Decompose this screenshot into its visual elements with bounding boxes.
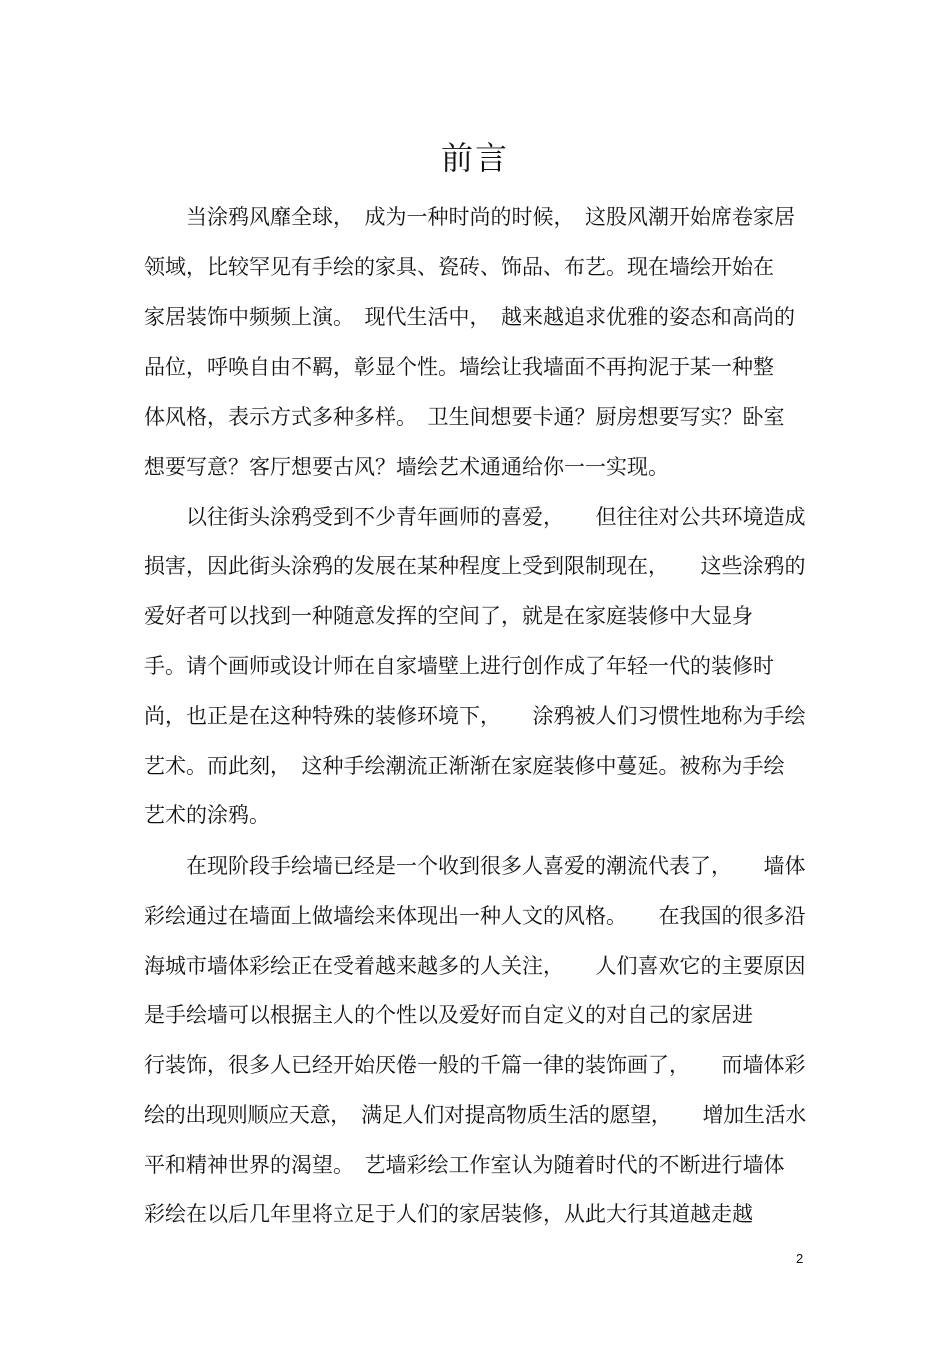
text-line: 艺术的涂鸦。 <box>144 803 270 827</box>
page-number: 2 <box>796 1251 804 1266</box>
text-line: 艺术。而此刻， 这种手绘潮流正渐渐在家庭装修中蔓延。被称为手绘 <box>144 754 785 778</box>
text-line: 想要写意？客厅想要古风？墙绘艺术通通给你一一实现。 <box>144 455 669 479</box>
text-line: 家居装饰中频频上演。 现代生活中， 越来越追求优雅的姿态和高尚的 <box>144 305 795 329</box>
text-line: 彩绘在以后几年里将立足于人们的家居装修，从此大行其道越走越 <box>144 1202 753 1226</box>
text-line: 爱好者可以找到一种随意发挥的空间了，就是在家庭装修中大显身 <box>144 604 753 628</box>
text-line: 体风格，表示方式多种多样。 卫生间想要卡通？厨房想要写实？卧室 <box>144 405 785 429</box>
text-line: 品位，呼唤自由不羁，彰显个性。墙绘让我墙面不再拘泥于某一种整 <box>144 355 774 379</box>
text-line: 行装饰，很多人已经开始厌倦一般的千篇一律的装饰画了， 而墙体彩 <box>144 1053 806 1077</box>
text-line: 领域，比较罕见有手绘的家具、瓷砖、饰品、布艺。现在墙绘开始在 <box>144 255 774 279</box>
text-line: 平和精神世界的渴望。 艺墙彩绘工作室认为随着时代的不断进行墙体 <box>144 1153 785 1177</box>
text-line: 在现阶段手绘墙已经是一个收到很多人喜爱的潮流代表了， 墙体 <box>186 854 806 878</box>
text-line: 是手绘墙可以根据主人的个性以及爱好而自定义的对自己的家居进 <box>144 1003 753 1027</box>
text-line: 尚，也正是在这种特殊的装修环境下， 涂鸦被人们习惯性地称为手绘 <box>144 704 806 728</box>
text-line: 绘的出现则顺应天意， 满足人们对提高物质生活的愿望， 增加生活水 <box>144 1103 806 1127</box>
text-line: 损害，因此街头涂鸦的发展在某种程度上受到限制现在， 这些涂鸦的 <box>144 554 806 578</box>
page-title: 前言 <box>440 139 509 177</box>
text-line: 以往街头涂鸦受到不少青年画师的喜爱， 但往往对公共环境造成 <box>186 505 806 529</box>
text-line: 手。请个画师或设计师在自家墙壁上进行创作成了年轻一代的装修时 <box>144 654 774 678</box>
text-line: 当涂鸦风靡全球， 成为一种时尚的时候， 这股风潮开始席卷家居 <box>186 205 795 229</box>
text-line: 海城市墙体彩绘正在受着越来越多的人关注， 人们喜欢它的主要原因 <box>144 954 806 978</box>
text-line: 彩绘通过在墙面上做墙绘来体现出一种人文的风格。 在我国的很多沿 <box>144 904 806 928</box>
